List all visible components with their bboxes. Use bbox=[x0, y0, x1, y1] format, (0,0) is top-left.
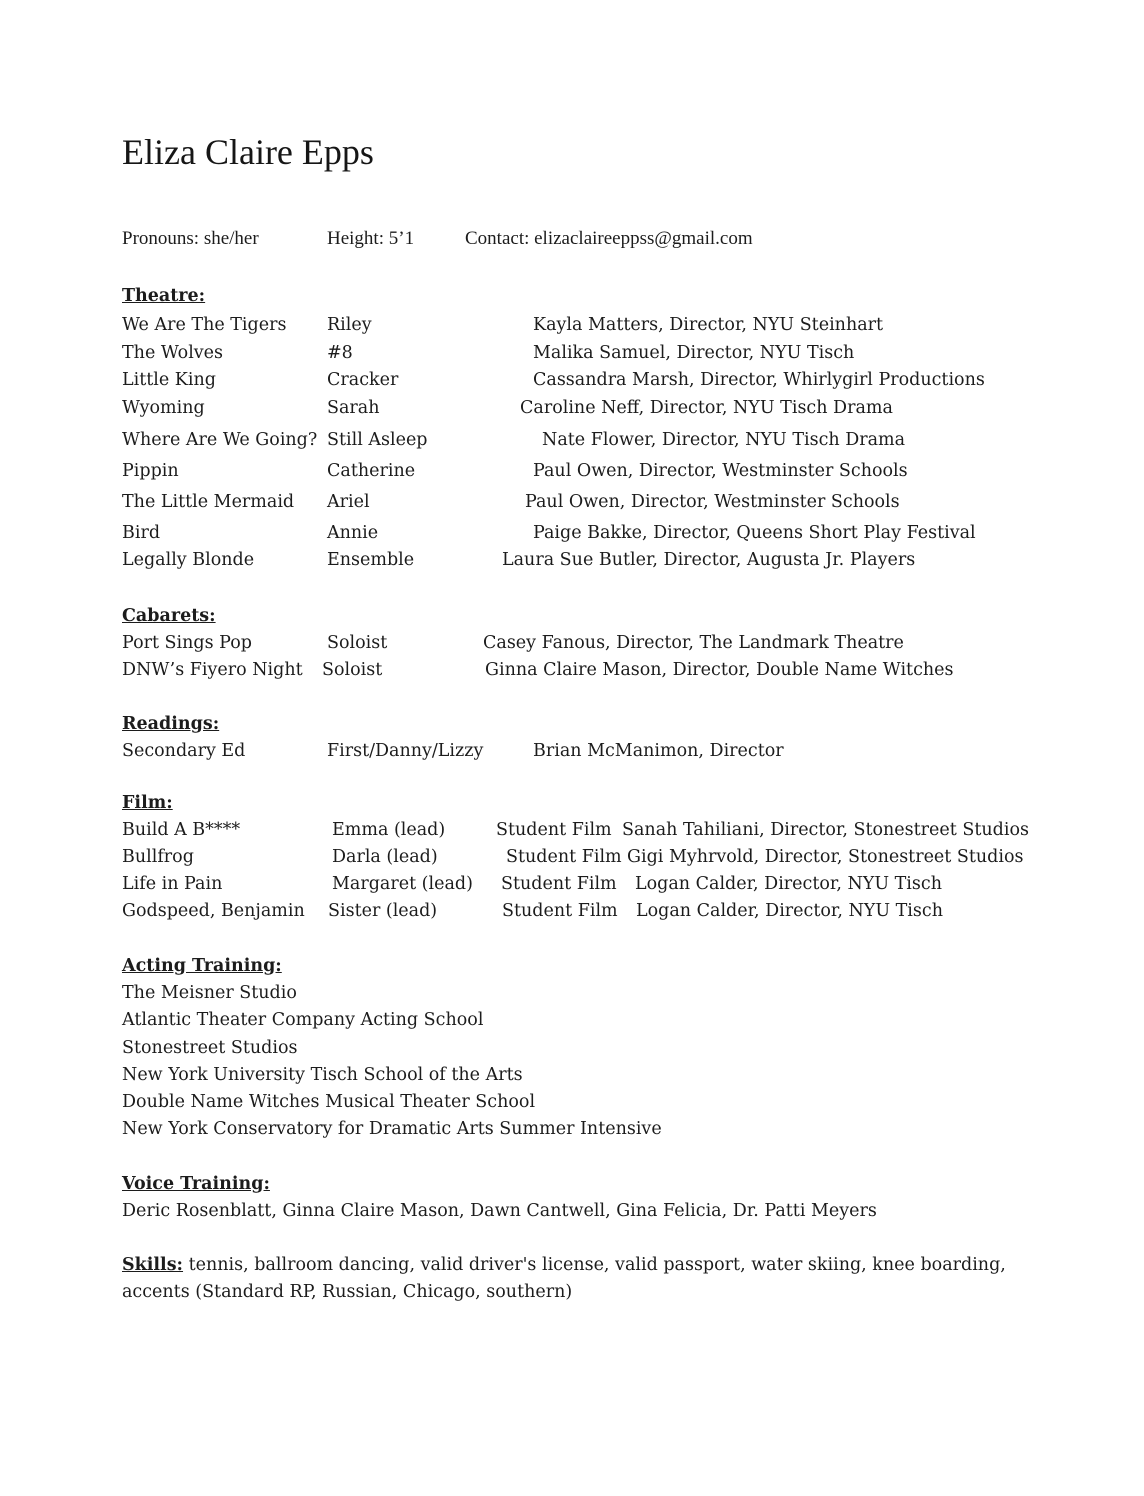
film-type: Student Film bbox=[502, 901, 618, 921]
table-row bbox=[122, 658, 1122, 684]
role: Emma (lead) bbox=[332, 820, 446, 840]
credit: Logan Calder, Director, NYU Tisch bbox=[635, 874, 942, 894]
skills-heading: Skills: bbox=[122, 1255, 184, 1275]
role: First/Danny/Lizzy bbox=[327, 741, 484, 761]
show-title: Bullfrog bbox=[122, 847, 194, 867]
film-section bbox=[122, 791, 1029, 921]
table-row bbox=[122, 396, 1122, 422]
acting-training-heading: Acting Training: bbox=[122, 956, 282, 976]
show-title: Where Are We Going? bbox=[122, 430, 318, 450]
table-row bbox=[122, 739, 1122, 765]
credit: Caroline Neff, Director, NYU Tisch Drama bbox=[520, 398, 893, 418]
table-row bbox=[122, 428, 1122, 454]
table-row bbox=[122, 459, 1122, 485]
table-row bbox=[122, 341, 1122, 367]
resume-name: Eliza Claire Epps bbox=[122, 132, 374, 172]
list-item: The Meisner Studio bbox=[122, 983, 297, 1003]
credit: Casey Fanous, Director, The Landmark Theatre bbox=[483, 633, 904, 653]
table-row bbox=[122, 521, 1122, 547]
show-title: The Wolves bbox=[122, 343, 224, 363]
show-title: Godspeed, Benjamin bbox=[122, 901, 305, 921]
role: Sister (lead) bbox=[328, 901, 438, 921]
cabarets-section bbox=[122, 604, 954, 680]
table-row bbox=[122, 899, 1122, 925]
list-item: Atlantic Theater Company Acting School bbox=[122, 1010, 484, 1030]
table-row bbox=[122, 631, 1122, 657]
credit: Logan Calder, Director, NYU Tisch bbox=[636, 901, 943, 921]
table-row bbox=[122, 490, 1122, 516]
role: Catherine bbox=[327, 461, 416, 481]
list-item: Double Name Witches Musical Theater School bbox=[122, 1092, 536, 1112]
table-row bbox=[122, 845, 1122, 871]
role: Ariel bbox=[327, 492, 370, 512]
role: Margaret (lead) bbox=[332, 874, 473, 894]
role: Sarah bbox=[327, 398, 380, 418]
credit: Gigi Myhrvold, Director, Stonestreet Studios bbox=[627, 847, 1024, 867]
credit: Kayla Matters, Director, NYU Steinhart bbox=[533, 315, 884, 335]
show-title: Wyoming bbox=[122, 398, 205, 418]
table-row bbox=[122, 872, 1122, 898]
table-row bbox=[122, 548, 1122, 574]
credit: Sanah Tahiliani, Director, Stonestreet Studios bbox=[622, 820, 1029, 840]
show-title: Secondary Ed bbox=[122, 741, 246, 761]
credit: Malika Samuel, Director, NYU Tisch bbox=[533, 343, 855, 363]
role: Darla (lead) bbox=[332, 847, 438, 867]
readings-section bbox=[122, 712, 784, 761]
voice-training-section bbox=[122, 1172, 877, 1221]
role: #8 bbox=[327, 343, 353, 363]
list-item: New York University Tisch School of the Arts bbox=[122, 1065, 523, 1085]
role: Soloist bbox=[322, 660, 383, 680]
cabarets-heading: Cabarets: bbox=[122, 606, 216, 626]
role: Still Asleep bbox=[327, 430, 428, 450]
show-title: Pippin bbox=[122, 461, 179, 481]
list-item: Stonestreet Studios bbox=[122, 1038, 298, 1058]
film-type: Student Film bbox=[506, 847, 622, 867]
show-title: DNW’s Fiyero Night bbox=[122, 660, 303, 680]
voice-teachers: Deric Rosenblatt, Ginna Claire Mason, Dawn Cantwell, Gina Felicia, Dr. Patti Meyers bbox=[122, 1201, 877, 1221]
contact-email: Contact: elizaclaireeppss@gmail.com bbox=[465, 228, 753, 249]
credit: Brian McManimon, Director bbox=[533, 741, 784, 761]
film-heading: Film: bbox=[122, 793, 173, 813]
show-title: Build A B**** bbox=[122, 820, 241, 840]
table-row bbox=[122, 818, 1122, 844]
film-type: Student Film bbox=[501, 874, 617, 894]
pronouns: Pronouns: she/her bbox=[122, 228, 259, 249]
role: Riley bbox=[327, 315, 372, 335]
role: Ensemble bbox=[327, 550, 415, 570]
credit: Nate Flower, Director, NYU Tisch Drama bbox=[542, 430, 906, 450]
readings-heading: Readings: bbox=[122, 714, 220, 734]
show-title: The Little Mermaid bbox=[122, 492, 295, 512]
theatre-heading: Theatre: bbox=[122, 286, 206, 306]
list-item: New York Conservatory for Dramatic Arts Summer Intensive bbox=[122, 1119, 662, 1139]
credit: Paige Bakke, Director, Queens Short Play Festival bbox=[533, 523, 976, 543]
table-row bbox=[122, 313, 1122, 339]
role: Soloist bbox=[327, 633, 388, 653]
acting-training-section bbox=[122, 954, 662, 1139]
show-title: Life in Pain bbox=[122, 874, 223, 894]
credit: Paul Owen, Director, Westminster Schools bbox=[525, 492, 900, 512]
credit: Cassandra Marsh, Director, Whirlygirl Productions bbox=[533, 370, 985, 390]
credit: Ginna Claire Mason, Director, Double Name Witches bbox=[485, 660, 954, 680]
skills-section bbox=[122, 1252, 1022, 1306]
role: Annie bbox=[327, 523, 379, 543]
credit: Laura Sue Butler, Director, Augusta Jr. Players bbox=[502, 550, 916, 570]
film-type: Student Film bbox=[496, 820, 612, 840]
height: Height: 5’1 bbox=[327, 228, 415, 249]
show-title: We Are The Tigers bbox=[122, 315, 287, 335]
show-title: Legally Blonde bbox=[122, 550, 255, 570]
voice-training-heading: Voice Training: bbox=[122, 1174, 270, 1194]
show-title: Little King bbox=[122, 370, 216, 390]
show-title: Port Sings Pop bbox=[122, 633, 252, 653]
show-title: Bird bbox=[122, 523, 161, 543]
skills-list: tennis, ballroom dancing, valid driver's license, valid passport, water skiing, knee boarding, accents (Standard RP, Russian, Chicago, southern) bbox=[122, 1255, 1006, 1302]
theatre-section bbox=[122, 284, 985, 570]
role: Cracker bbox=[327, 370, 399, 390]
credit: Paul Owen, Director, Westminster Schools bbox=[533, 461, 908, 481]
table-row bbox=[122, 368, 1122, 394]
